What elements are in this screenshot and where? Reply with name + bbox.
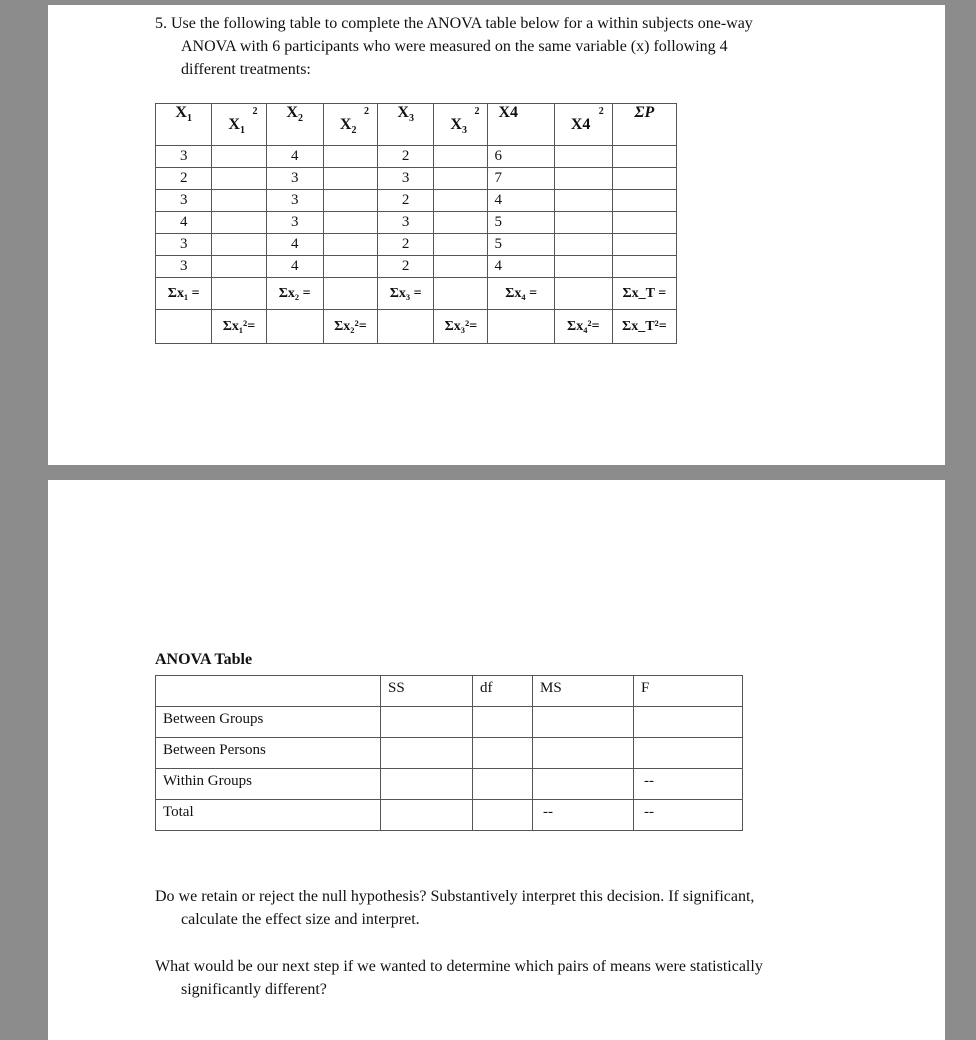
empty-cell bbox=[212, 256, 266, 278]
empty-cell bbox=[554, 146, 612, 168]
value-cell: 2 bbox=[377, 256, 433, 278]
header-x4-squared: X4 2 bbox=[554, 104, 612, 146]
empty-cell bbox=[323, 256, 377, 278]
value-cell: 7 bbox=[488, 168, 554, 190]
table-row bbox=[156, 234, 677, 256]
anova-cell-label: Total bbox=[156, 800, 381, 831]
anova-table bbox=[155, 675, 743, 831]
sum-x2: Σx₂ = bbox=[266, 278, 323, 310]
empty-cell bbox=[434, 256, 488, 278]
table-row bbox=[156, 168, 677, 190]
sum-sq-x2: Σx₂²= bbox=[323, 310, 377, 344]
sum-x4: Σx₄ = bbox=[488, 278, 554, 310]
value-cell: 5 bbox=[488, 234, 554, 256]
value-cell: 3 bbox=[377, 212, 433, 234]
value-cell: 4 bbox=[266, 256, 323, 278]
anova-row bbox=[156, 707, 743, 738]
value-cell: 3 bbox=[266, 190, 323, 212]
empty-cell bbox=[612, 168, 676, 190]
empty-cell bbox=[612, 190, 676, 212]
sum-xt: Σx_T = bbox=[612, 278, 676, 310]
value-cell: 2 bbox=[377, 190, 433, 212]
anova-empty-cell bbox=[473, 800, 533, 831]
header-x4: X4 bbox=[488, 104, 554, 146]
value-cell: 2 bbox=[377, 234, 433, 256]
value-cell: 2 bbox=[156, 168, 212, 190]
anova-cell-f bbox=[634, 707, 743, 738]
value-cell: 3 bbox=[156, 256, 212, 278]
anova-empty-cell bbox=[473, 707, 533, 738]
value-cell: 4 bbox=[266, 234, 323, 256]
empty-cell bbox=[612, 256, 676, 278]
page-1 bbox=[48, 5, 945, 465]
value-cell: 3 bbox=[266, 168, 323, 190]
question-line: different treatments: bbox=[181, 61, 311, 78]
empty-cell bbox=[612, 146, 676, 168]
anova-cell-f bbox=[634, 738, 743, 769]
anova-header-row bbox=[156, 676, 743, 707]
empty-cell bbox=[434, 168, 488, 190]
value-cell: 6 bbox=[488, 146, 554, 168]
anova-col-ss: SS bbox=[381, 676, 473, 707]
header-x1: $X_1$ bbox=[156, 104, 212, 146]
anova-row bbox=[156, 769, 743, 800]
empty-cell bbox=[554, 234, 612, 256]
page-2 bbox=[48, 480, 945, 1040]
anova-cell-label: Between Persons bbox=[156, 738, 381, 769]
value-cell: 3 bbox=[266, 212, 323, 234]
header-x3-squared: $X_3$ 2 bbox=[434, 104, 488, 146]
table-row bbox=[156, 212, 677, 234]
sum-sq-xt: Σx_T²= bbox=[612, 310, 676, 344]
empty-cell bbox=[212, 190, 266, 212]
header-x2-squared: $X_2$ 2 bbox=[323, 104, 377, 146]
anova-row bbox=[156, 800, 743, 831]
empty-cell bbox=[323, 212, 377, 234]
value-cell: 3 bbox=[156, 146, 212, 168]
empty-cell bbox=[212, 146, 266, 168]
empty-cell bbox=[434, 190, 488, 212]
question-3 bbox=[155, 955, 763, 1001]
table-row bbox=[156, 190, 677, 212]
anova-cell-f: -- bbox=[634, 800, 743, 831]
anova-cell-label: Between Groups bbox=[156, 707, 381, 738]
q2-line: Do we retain or reject the null hypothesis? Substantively interpret this decision. If significant, bbox=[155, 888, 755, 905]
anova-empty-cell bbox=[381, 707, 473, 738]
empty-cell bbox=[212, 168, 266, 190]
anova-cell-ms bbox=[533, 707, 634, 738]
anova-empty-cell bbox=[381, 769, 473, 800]
value-cell: 5 bbox=[488, 212, 554, 234]
sum-x1: Σx₁ = bbox=[156, 278, 212, 310]
value-cell: 3 bbox=[377, 168, 433, 190]
header-row bbox=[156, 104, 677, 146]
anova-cell-label: Within Groups bbox=[156, 769, 381, 800]
empty-cell bbox=[612, 212, 676, 234]
anova-col-df: df bbox=[473, 676, 533, 707]
anova-empty-cell bbox=[381, 738, 473, 769]
sum-sq-x3: Σx₃²= bbox=[434, 310, 488, 344]
empty-cell bbox=[323, 190, 377, 212]
data-table bbox=[155, 103, 677, 344]
header-x1-squared: $X_1$ 2 bbox=[212, 104, 266, 146]
header-sum-p: ΣP bbox=[612, 104, 676, 146]
anova-row bbox=[156, 738, 743, 769]
anova-empty-cell bbox=[381, 800, 473, 831]
anova-col-source bbox=[156, 676, 381, 707]
value-cell: 4 bbox=[266, 146, 323, 168]
q3-line: What would be our next step if we wanted to determine which pairs of means were statistically bbox=[155, 958, 763, 975]
empty-cell bbox=[434, 234, 488, 256]
anova-cell-ms bbox=[533, 769, 634, 800]
value-cell: 4 bbox=[488, 190, 554, 212]
sum-sq-x4: Σx₄²= bbox=[554, 310, 612, 344]
sum-x3: Σx₃ = bbox=[377, 278, 433, 310]
question-2 bbox=[155, 885, 754, 931]
value-cell: 4 bbox=[156, 212, 212, 234]
table-row bbox=[156, 256, 677, 278]
empty-cell bbox=[323, 234, 377, 256]
table-row bbox=[156, 146, 677, 168]
question-text bbox=[155, 12, 753, 81]
empty-cell bbox=[212, 212, 266, 234]
empty-cell bbox=[434, 146, 488, 168]
anova-cell-ms bbox=[533, 738, 634, 769]
q3-line: significantly different? bbox=[181, 981, 327, 998]
value-cell: 3 bbox=[156, 234, 212, 256]
header-x3: $X_3$ bbox=[377, 104, 433, 146]
empty-cell bbox=[612, 234, 676, 256]
q2-line: calculate the effect size and interpret. bbox=[181, 911, 420, 928]
empty-cell bbox=[554, 212, 612, 234]
anova-empty-cell bbox=[473, 769, 533, 800]
header-x2: $X_2$ bbox=[266, 104, 323, 146]
sum-sq-x1: Σx₁²= bbox=[212, 310, 266, 344]
empty-cell bbox=[323, 146, 377, 168]
empty-cell bbox=[554, 190, 612, 212]
sum-squares-row bbox=[156, 310, 677, 344]
value-cell: 3 bbox=[156, 190, 212, 212]
empty-cell bbox=[212, 234, 266, 256]
anova-col-f: F bbox=[634, 676, 743, 707]
sum-row bbox=[156, 278, 677, 310]
empty-cell bbox=[434, 212, 488, 234]
empty-cell bbox=[554, 168, 612, 190]
value-cell: 4 bbox=[488, 256, 554, 278]
empty-cell bbox=[554, 256, 612, 278]
empty-cell bbox=[323, 168, 377, 190]
anova-empty-cell bbox=[473, 738, 533, 769]
question-line: 5. Use the following table to complete the ANOVA table below for a within subjects one-way bbox=[155, 15, 753, 32]
question-line: ANOVA with 6 participants who were measured on the same variable (x) following 4 bbox=[181, 38, 728, 55]
anova-cell-ms: -- bbox=[533, 800, 634, 831]
anova-col-ms: MS bbox=[533, 676, 634, 707]
anova-cell-f: -- bbox=[634, 769, 743, 800]
anova-title: ANOVA Table bbox=[155, 651, 253, 668]
value-cell: 2 bbox=[377, 146, 433, 168]
